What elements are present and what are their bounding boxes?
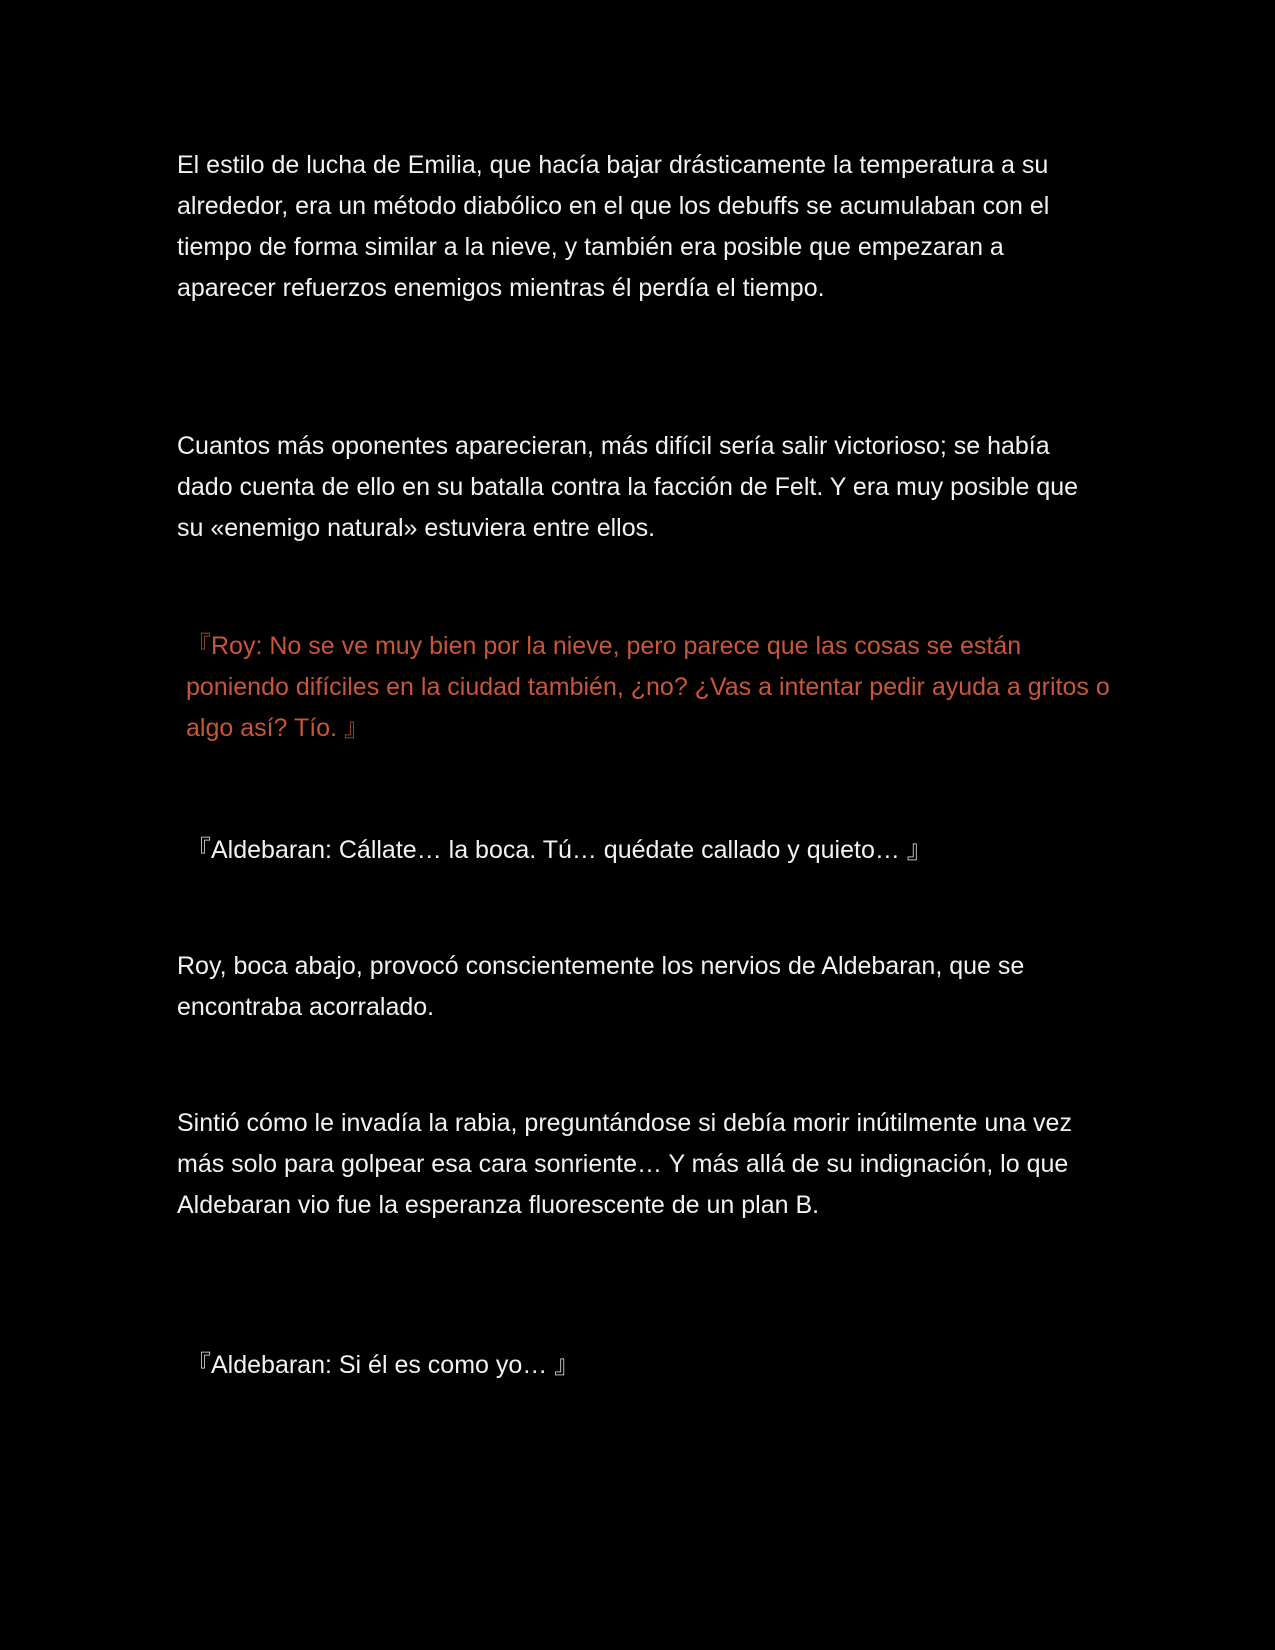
narration-paragraph: Roy, boca abajo, provocó conscientemente los nervios de Aldebaran, que se encontraba acorralado. bbox=[177, 952, 1025, 1021]
aldebaran-dialogue-line: 『Aldebaran: Cállate… la boca. Tú… quédate callado y quieto… 』 bbox=[186, 836, 932, 864]
aldebaran-dialogue-line: 『Aldebaran: Si él es como yo… 』 bbox=[186, 1351, 580, 1379]
narration-paragraph: Cuantos más oponentes aparecieran, más difícil sería salir victorioso; se había dado cuenta de ello en su batalla contra la facción de Felt. Y era muy posible que su «enemigo natural» estuviera entre ellos. bbox=[177, 432, 1079, 542]
narration-paragraph: Sintió cómo le invadía la rabia, preguntándose si debía morir inútilmente una vez más solo para golpear esa cara sonriente… Y más allá de su indignación, lo que Aldebaran vio fue la esperanza fluorescente de un plan B. bbox=[177, 1109, 1072, 1219]
narration-paragraph: El estilo de lucha de Emilia, que hacía bajar drásticamente la temperatura a su alrededor, era un método diabólico en el que los debuffs se acumulaban con el tiempo de forma similar a la nieve, y también era posible que empezaran a aparecer refuerzos enemigos mientras él perdía el tiempo. bbox=[177, 151, 1050, 302]
roy-dialogue-line: 『Roy: No se ve muy bien por la nieve, pero parece que las cosas se están poniendo difíciles en la ciudad también, ¿no? ¿Vas a intentar pedir ayuda a gritos o algo así? Tío. 』 bbox=[186, 632, 1110, 742]
